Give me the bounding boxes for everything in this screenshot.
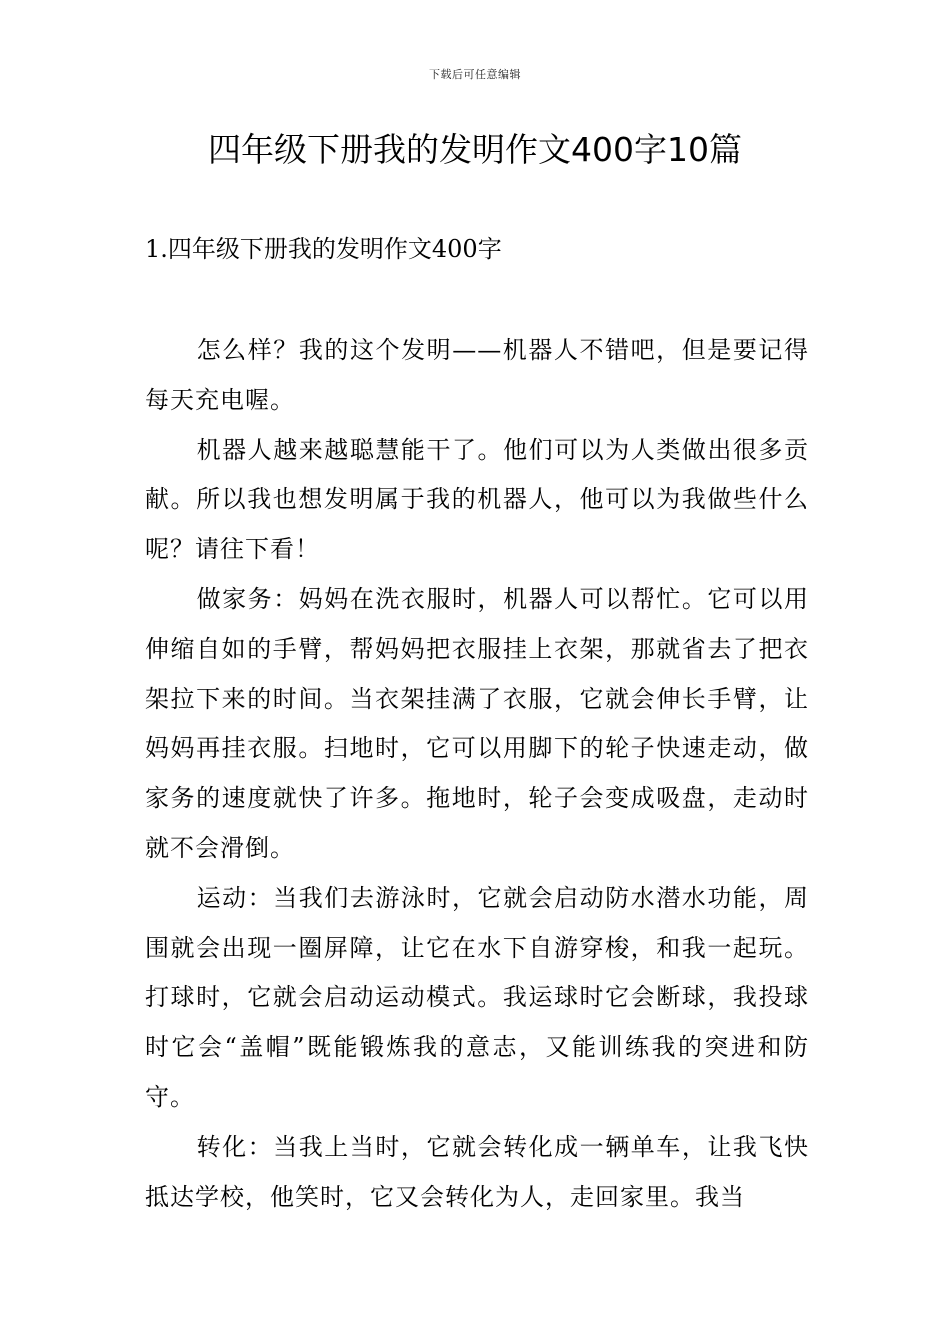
paragraph-3: 做家务：妈妈在洗衣服时，机器人可以帮忙。它可以用伸缩自如的手臂，帮妈妈把衣服挂上衣架，那就省去了把衣架拉下来的时间。当衣架挂满了衣服，它就会伸长手臂，让妈妈再挂衣服。扫地时，它可以用脚下的轮子快速走动，做家务的速度就快了许多。拖地时，轮子会变成吸盘，走动时就不会滑倒。	[145, 584, 809, 862]
header-note: 下载后可任意编辑	[429, 68, 521, 81]
section-heading: 1.四年级下册我的发明作文400字	[145, 235, 502, 263]
paragraph-5: 转化：当我上当时，它就会转化成一辆单车，让我飞快抵达学校，他笑时，它又会转化为人，走回家里。我当	[145, 1132, 809, 1211]
document-body	[145, 326, 809, 1222]
document-title: 四年级下册我的发明作文400字10篇	[208, 130, 742, 169]
paragraph-4: 运动：当我们去游泳时，它就会启动防水潜水功能，周围就会出现一圈屏障，让它在水下自游穿梭，和我一起玩。打球时，它就会启动运动模式。我运球时它会断球，我投球时它会“盖帽”既能锻炼我的意志，又能训练我的突进和防守。	[145, 883, 809, 1111]
paragraph-1: 怎么样？我的这个发明——机器人不错吧，但是要记得每天充电喔。	[145, 336, 809, 414]
paragraph-2: 机器人越来越聪慧能干了。他们可以为人类做出很多贡献。所以我也想发明属于我的机器人，他可以为我做些什么呢？请往下看！	[145, 435, 809, 564]
